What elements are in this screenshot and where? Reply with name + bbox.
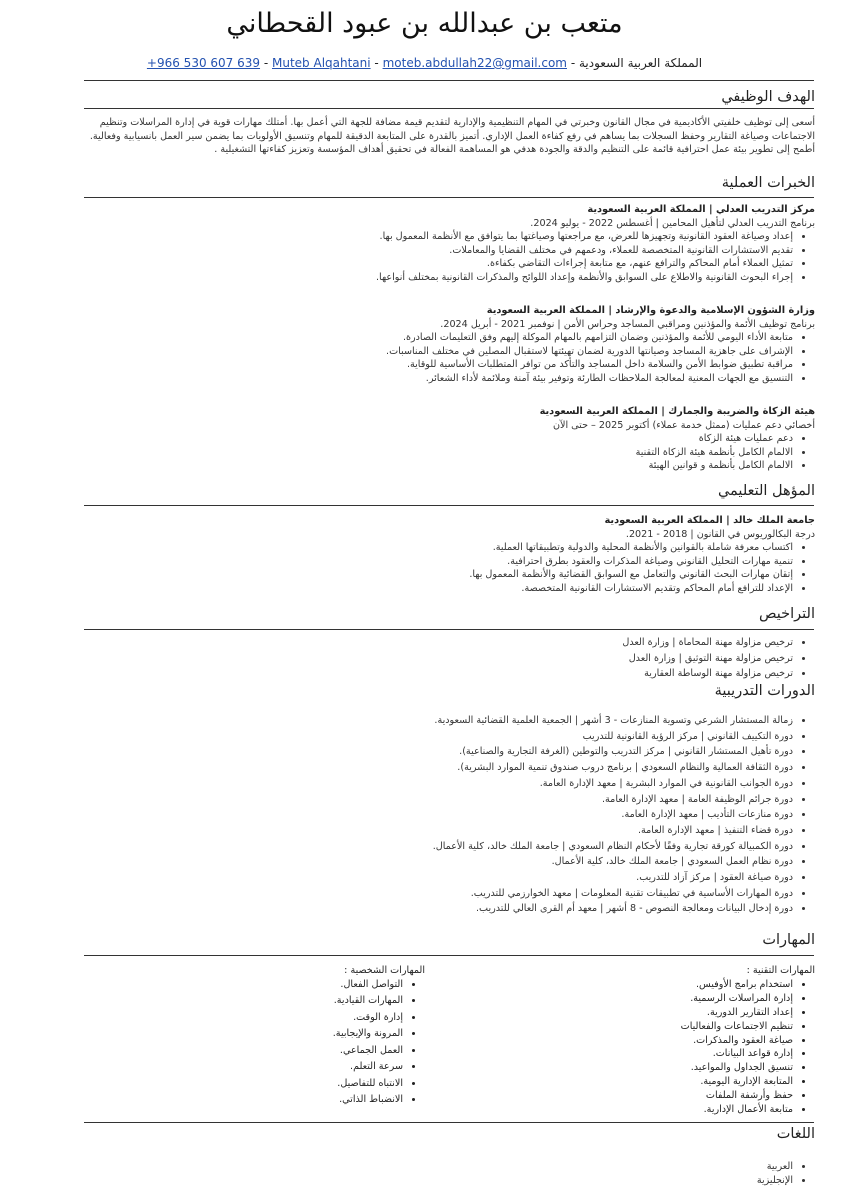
list-item: • الالمام الكامل بأنظمة هيئة الزكاة التقنية <box>35 446 793 460</box>
skills-divider <box>84 955 814 956</box>
list-item: • الإنجليزية <box>35 1174 793 1188</box>
list-item: • إعداد وصياغة العقود القانونية وتجهيزها للعرض، مع مراجعتها وصياغتها بما يتوافق مع الأنظمة المعمول بها. <box>35 230 793 244</box>
list-item: • الإعداد للترافع أمام المحاكم وتقديم الاستشارات القانونية المتخصصة. <box>35 582 793 596</box>
list-item: • دورة صياغة العقود | مركز آزاد للتدريب. <box>35 870 793 886</box>
header-divider <box>84 80 814 81</box>
education-heading: المؤهل التعليمي <box>717 483 815 499</box>
courses-bullets <box>35 713 815 917</box>
objective-divider <box>84 108 814 109</box>
entry-bullets <box>35 331 815 385</box>
list-item: • المهارات القيادية. <box>305 994 403 1008</box>
list-item: • إعداد التقارير الدورية. <box>555 1006 793 1020</box>
list-item: • الإشراف على جاهزية المساجد وصيانتها الدورية لضمان تهيئتها لاستقبال المصلين في مختلف المناسبات. <box>35 345 793 359</box>
experience-entry <box>35 304 815 385</box>
education-entry <box>35 514 815 595</box>
education-university: جامعة الملك خالد | المملكة العربية السعودية <box>604 515 815 526</box>
entry-role: أخصائي دعم عمليات (ممثل خدمة عملاء) أكتوبر 2025 – حتى الآن <box>552 419 815 431</box>
entry-bullets <box>35 230 815 284</box>
personal-skills-title: المهارات الشخصية : <box>344 965 425 976</box>
objective-text <box>35 116 815 157</box>
list-item: • ترخيص مزاولة مهنة الوساطة العقارية <box>35 666 793 682</box>
languages-list <box>35 1160 815 1188</box>
licenses-divider <box>84 629 814 630</box>
objective-line: الاجتماعات وصياغة التقارير وحفظ السجلات بما يساهم في رفع كفاءة العمل الإداري. أتميز بالقدرة على المتابعة الدقيقة للمهام وتنسيق الأولويات بما يضمن سير العمل بانسيابية وفعالية. <box>89 130 815 142</box>
list-item: • تمثيل العملاء أمام المحاكم والترافع عنهم، مع متابعة إجراءات التقاضي بكفاءة. <box>35 257 793 271</box>
contact-line <box>0 56 849 70</box>
list-item: • ترخيص مزاولة مهنة التوثيق | وزارة العدل <box>35 651 793 667</box>
list-item: • الانتباه للتفاصيل. <box>305 1077 403 1091</box>
skills-heading: المهارات <box>762 932 815 948</box>
list-item: • حفظ وأرشفة الملفات <box>555 1089 793 1103</box>
email-link[interactable]: moteb.abdullah22@gmail.com <box>382 56 567 70</box>
linkedin-link[interactable]: Muteb Alqahtani <box>272 56 371 70</box>
experience-entry <box>35 405 815 473</box>
list-item: • متابعة الأداء اليومي للأئمة والمؤذنين وضمان التزامهم بالمهام الموكلة إليهم وفق التعليمات الصادرة. <box>35 331 793 345</box>
list-item: • صياغة العقود والمذكرات. <box>555 1034 793 1048</box>
list-item: • الالمام الكامل بأنظمة و قوانين الهيئة <box>35 459 793 473</box>
list-item: • التواصل الفعال. <box>305 978 403 992</box>
list-item: • تنسيق الجداول والمواعيد. <box>555 1061 793 1075</box>
list-item: • دورة منازعات التأديب | معهد الإدارة العامة. <box>35 807 793 823</box>
list-item: • العربية <box>35 1160 793 1174</box>
list-item: • دورة الكمبيالة كورقة تجارية وفقًا لأحكام النظام السعودي | جامعة الملك خالد، كلية الأعمال. <box>35 839 793 855</box>
licenses-list <box>35 635 815 682</box>
personal-skills-list <box>305 978 425 1107</box>
list-item: • تنمية مهارات التحليل القانوني وصياغة المذكرات والعقود بطرق احترافية. <box>35 555 793 569</box>
candidate-name: متعب بن عبدالله بن عبود القحطاني <box>226 8 623 39</box>
entry-role: برنامج توظيف الأئمة والمؤذنين ومراقبي المساجد وحراس الأمن | نوفمبر 2021 - أبريل 2024. <box>440 318 815 330</box>
languages-heading: اللغات <box>776 1126 815 1142</box>
courses-list <box>35 713 815 917</box>
list-item: • زمالة المستشار الشرعي وتسوية المنازعات - 3 أشهر | الجمعية العلمية القضائية السعودية. <box>35 713 793 729</box>
languages-divider <box>84 1122 814 1123</box>
technical-skills-list <box>555 978 815 1117</box>
experience-entry <box>35 203 815 284</box>
list-item: • دورة تأهيل المستشار القانوني | مركز التدريب والتوطين (الغرفة التجارية والصناعية). <box>35 744 793 760</box>
list-item: • استخدام برامج الأوفيس. <box>555 978 793 992</box>
list-item: • تنظيم الاجتماعات والفعاليات <box>555 1020 793 1034</box>
objective-line: أسعى إلى توظيف خلفيتي الأكاديمية في مجال القانون وخبرتي في المهام التنظيمية والإدارية لتقديم قيمة مضافة للجهة التي أعمل بها. أمتلك مهارات قوية في إدارة المراسلات وتنظيم <box>99 117 815 128</box>
list-item: • إدارة قواعد البيانات. <box>555 1047 793 1061</box>
list-item: • المرونة والإيجابية. <box>305 1027 403 1041</box>
objective-line: أطمح إلى تطوير بيئة عمل احترافية قائمة على التنظيم والدقة والجودة هدفي هو المساهمة الفعالة في تحقيق أهداف المؤسسة وتعزيز كفاءتها التشغيلية . <box>214 144 815 155</box>
languages-bullets <box>35 1160 815 1188</box>
contact-separator: - <box>370 56 383 70</box>
contact-separator: - <box>260 56 272 70</box>
list-item: • إدارة المراسلات الرسمية. <box>555 992 793 1006</box>
list-item: • دورة قضاء التنفيذ | معهد الإدارة العامة. <box>35 823 793 839</box>
list-item: • دورة التكييف القانوني | مركز الرؤية القانونية للتدريب <box>35 729 793 745</box>
list-item: • إجراء البحوث القانونية والاطلاع على السوابق والأنظمة وإعداد اللوائح والمذكرات القانونية بمختلف أنواعها. <box>35 271 793 285</box>
contact-separator: - <box>567 56 579 70</box>
personal-skills-column <box>305 964 425 1110</box>
education-bullets <box>35 541 815 595</box>
list-item: • دورة نظام العمل السعودي | جامعة الملك خالد، كلية الأعمال. <box>35 854 793 870</box>
list-item: • إتقان مهارات البحث القانوني والتعامل مع السوابق القضائية والأنظمة المعمول بها. <box>35 568 793 582</box>
list-item: • دورة جرائم الوظيفة العامة | معهد الإدارة العامة. <box>35 792 793 808</box>
list-item: • دورة الثقافة العمالية والنظام السعودي | برنامج دروب صندوق تنمية الموارد البشرية). <box>35 760 793 776</box>
list-item: • العمل الجماعي. <box>305 1044 403 1058</box>
technical-skills-title: المهارات التقنية : <box>746 965 815 976</box>
list-item: • اكتساب معرفة شاملة بالقوانين والأنظمة المحلية والدولية وتطبيقاتها العملية. <box>35 541 793 555</box>
education-degree: درجة البكالوريوس في القانون | 2018 - 2021. <box>625 528 815 540</box>
list-item: • سرعة التعلم. <box>305 1060 403 1074</box>
list-item: • دورة إدخال البيانات ومعالجة النصوص - 8 أشهر | معهد أم القرى العالي للتدريب. <box>35 901 793 917</box>
list-item: • إدارة الوقت. <box>305 1011 403 1025</box>
list-item: • متابعة الأعمال الإدارية. <box>555 1103 793 1117</box>
courses-heading: الدورات التدريبية <box>714 683 815 699</box>
list-item: • دعم عمليات هيئة الزكاة <box>35 432 793 446</box>
education-divider <box>84 505 814 506</box>
list-item: • ترخيص مزاولة مهنة المحاماة | وزارة العدل <box>35 635 793 651</box>
entry-bullets <box>35 432 815 473</box>
list-item: • دورة الجوانب القانونية في الموارد البشرية | معهد الإدارة العامة. <box>35 776 793 792</box>
list-item: • دورة المهارات الأساسية في تطبيقات تقنية المعلومات | معهد الخوارزمي للتدريب. <box>35 886 793 902</box>
list-item: • المتابعة الإدارية اليومية. <box>555 1075 793 1089</box>
entry-organization: هيئة الزكاة والضريبة والجمارك | المملكة العربية السعودية <box>539 406 815 417</box>
entry-role: برنامج التدريب العدلي لتأهيل المحامين | أغسطس 2022 - يوليو 2024. <box>530 217 815 229</box>
licenses-heading: التراخيص <box>759 606 815 622</box>
licenses-bullets <box>35 635 815 682</box>
country-text: المملكة العربية السعودية <box>578 56 703 70</box>
experience-divider <box>84 197 814 198</box>
phone-link[interactable]: +966 530 607 639 <box>146 56 261 70</box>
technical-skills-column <box>555 964 815 1117</box>
entry-organization: مركز التدريب العدلي | المملكة العربية السعودية <box>587 204 815 215</box>
list-item: • التنسيق مع الجهات المعنية لمعالجة الملاحظات الطارئة وتوفير بيئة آمنة وملائمة لأداء الشعائر. <box>35 372 793 386</box>
list-item: • تقديم الاستشارات القانونية المتخصصة للعملاء، ودعمهم في مختلف القضايا والمعاملات. <box>35 244 793 258</box>
experience-heading: الخبرات العملية <box>721 175 815 191</box>
list-item: • الانضباط الذاتي. <box>305 1093 403 1107</box>
list-item: • مراقبة تطبيق ضوابط الأمن والسلامة داخل المساجد والتأكد من توافر المتطلبات الأساسية للوقاية. <box>35 358 793 372</box>
entry-organization: وزارة الشؤون الإسلامية والدعوة والإرشاد | المملكة العربية السعودية <box>486 305 815 316</box>
objective-heading: الهدف الوظيفي <box>721 89 815 105</box>
